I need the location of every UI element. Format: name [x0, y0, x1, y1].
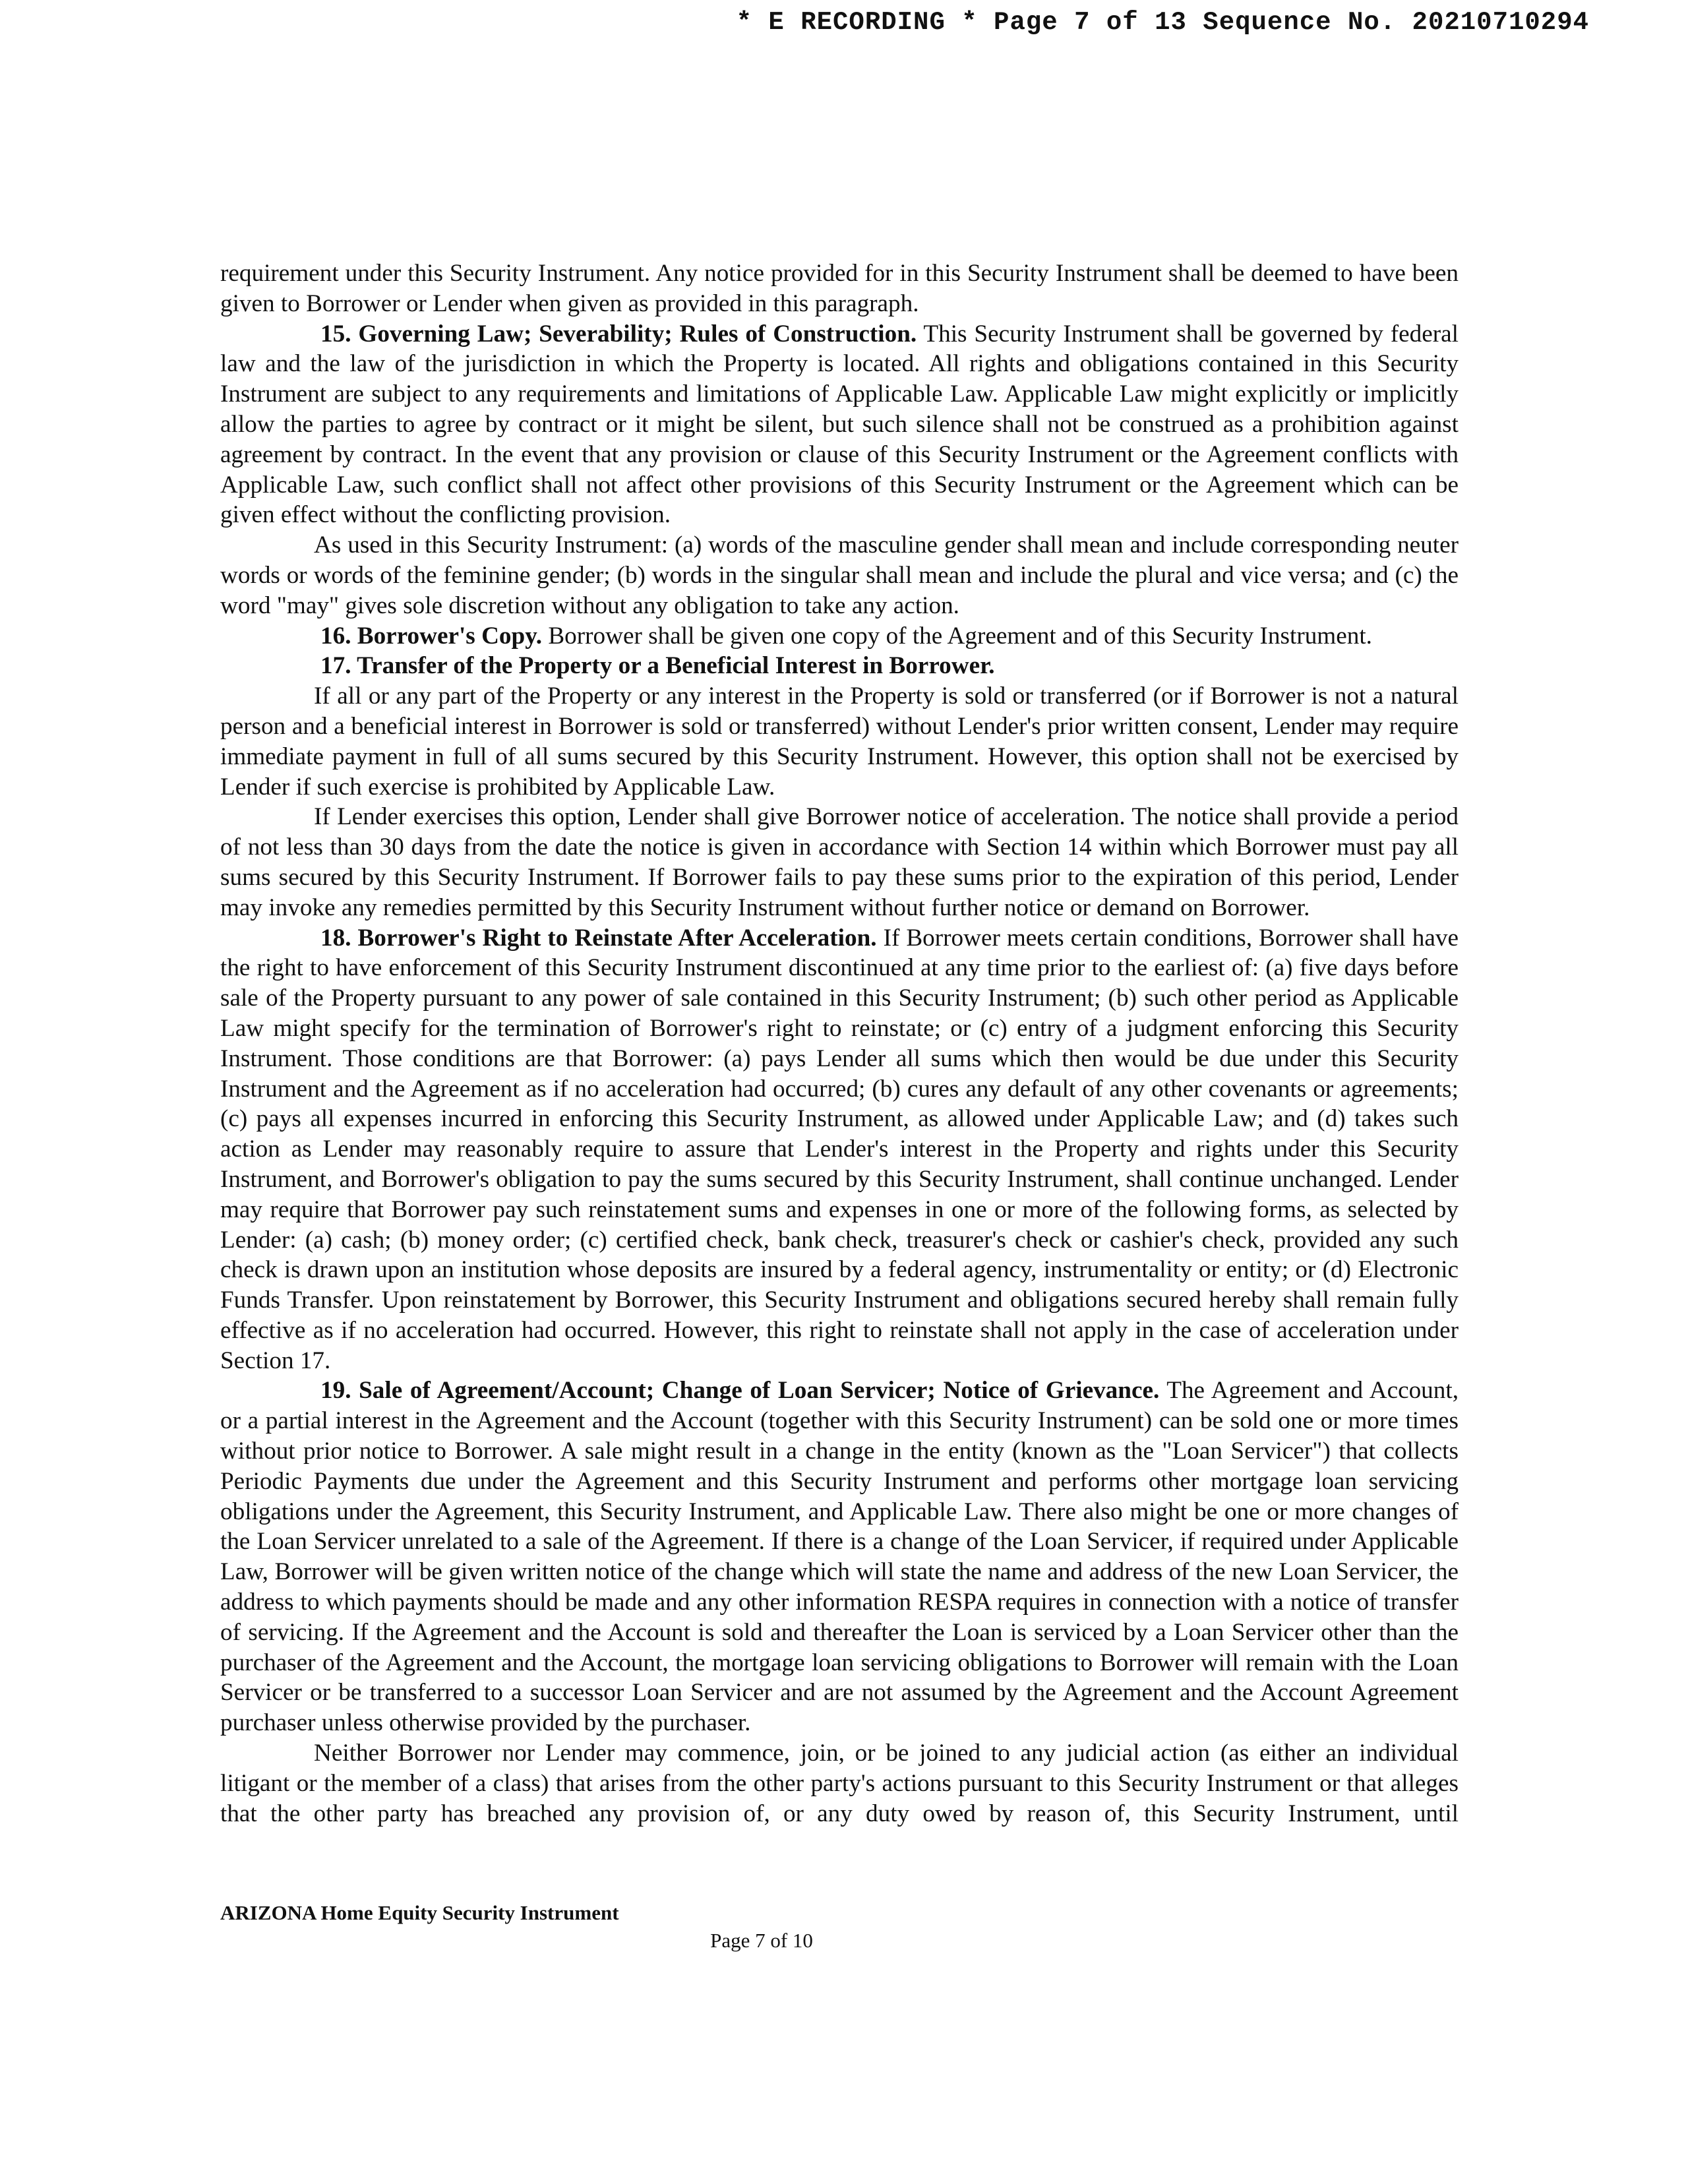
section-18-heading: 18. Borrower's Right to Reinstate After Acceleration.	[320, 924, 877, 952]
section-16-heading: 16. Borrower's Copy.	[320, 622, 543, 650]
section-19-paragraph-2: Neither Borrower nor Lender may commence, join, or be joined to any judicial action (as either an individual litigant or the member of a class) that arises from the other party's actions pursuant to this Security Instrument or that alleges that the other party has breached any provision of, or any duty owed by reason of, this Security Instrument, until	[220, 1740, 1459, 1827]
section-17-paragraph-2: If Lender exercises this option, Lender shall give Borrower notice of acceleration. The notice shall provide a period of not less than 30 days from the date the notice is given in accordance with Section 14 within which Borrower must pay all sums secured by this Security Instrument. If Borrower fails to pay these sums prior to the expiration of this period, Lender may invoke any remedies permitted by this Security Instrument without further notice or demand on Borrower.	[220, 803, 1459, 921]
section-18-paragraph	[220, 923, 1459, 1376]
section-19-paragraph	[220, 1376, 1459, 1738]
section-16-paragraph	[220, 621, 1459, 652]
section-19-heading: 19. Sale of Agreement/Account; Change of Loan Servicer; Notice of Grievance.	[320, 1377, 1160, 1405]
section-17-paragraph-1: If all or any part of the Property or any interest in the Property is sold or transferred (or if Borrower is not a natural person and a beneficial interest in Borrower is sold or transferred) without Lender's prior written consent, Lender may require immediate payment in full of all sums secured by this Security Instrument. However, this option shall not be exercised by Lender if such exercise is prohibited by Applicable Law.	[220, 682, 1459, 801]
section-15-text: This Security Instrument shall be governed by federal law and the law of the jurisdiction in which the Property is located. All rights and obligations contained in this Security Instrument are subject to any requirements and limitations of Applicable Law. Applicable Law might explicitly or implicitly allow the parties to agree by contract or it might be silent, but such silence shall not be construed as a prohibition against agreement by contract. In the event that any provision or clause of this Security Instrument or the Agreement conflicts with Applicable Law, such conflict shall not affect other provisions of this Security Instrument or the Agreement which can be given effect without the conflicting provision.	[220, 320, 1459, 529]
section-16-text: Borrower shall be given one copy of the Agreement and of this Security Instrument.	[548, 622, 1372, 650]
section-18-text: If Borrower meets certain conditions, Borrower shall have the right to have enforcement of this Security Instrument discontinued at any time prior to the earliest of: (a) five days before sale of the Property pursuant to any power of sale contained in this Security Instrument; (b) such other period as Applicable Law might specify for the termination of Borrower's right to reinstate; or (c) entry of a judgment enforcing this Security Instrument. Those conditions are that Borrower: (a) pays Lender all sums which then would be due under this Security Instrument and the Agreement as if no acceleration had occurred; (b) cures any default of any other covenants or agreements; (c) pays all expenses incurred in enforcing this Security Instrument, as allowed under Applicable Law; and (d) takes such action as Lender may reasonably require to assure that Lender's interest in the Property and rights under this Security Instrument, and Borrower's obligation to pay the sums secured by this Security Instrument, shall continue unchanged. Lender may require that Borrower pay such reinstatement sums and expenses in one or more of the following forms, as selected by Lender: (a) cash; (b) money order; (c) certified check, bank check, treasurer's check or cashier's check, provided any such check is drawn upon an institution whose deposits are insured by a federal agency, instrumentality or entity; or (d) Electronic Funds Transfer. Upon reinstatement by Borrower, this Security Instrument and obligations secured hereby shall remain fully effective as if no acceleration had occurred. However, this right to reinstate shall not apply in the case of acceleration under Section 17.	[220, 924, 1459, 1374]
section-15-paragraph	[220, 319, 1459, 531]
document-body	[220, 258, 1459, 1829]
section-19-text: The Agreement and Account, or a partial interest in the Agreement and the Account (together with this Security Instrument) can be sold one or more times without prior notice to Borrower. A sale might result in a change in the entity (known as the "Loan Servicer") that collects Periodic Payments due under the Agreement and this Security Instrument and performs other mortgage loan servicing obligations under the Agreement, this Security Instrument, and Applicable Law. There also might be one or more changes of the Loan Servicer unrelated to a sale of the Agreement. If there is a change of the Loan Servicer, if required under Applicable Law, Borrower will be given written notice of the change which will state the name and address of the new Loan Servicer, the address to which payments should be made and any other information RESPA requires in connection with a notice of transfer of servicing. If the Agreement and the Account is sold and thereafter the Loan is serviced by a Loan Servicer other than the purchaser of the Agreement and the Account, the mortgage loan servicing obligations to Borrower will remain with the Loan Servicer or be transferred to a successor Loan Servicer and are not assumed by the Agreement and the Account Agreement purchaser unless otherwise provided by the purchaser.	[220, 1377, 1459, 1737]
section-15-usage-paragraph: As used in this Security Instrument: (a) words of the masculine gender shall mean and include corresponding neuter words or words of the feminine gender; (b) words in the singular shall mean and include the plural and vice versa; and (c) the word "may" gives sole discretion without any obligation to take any action.	[220, 531, 1459, 619]
footer-form-title: ARIZONA Home Equity Security Instrument	[220, 1901, 619, 1924]
section-17-heading: 17. Transfer of the Property or a Beneficial Interest in Borrower.	[320, 652, 995, 680]
footer-page-number: Page 7 of 10	[710, 1929, 813, 1952]
section-17-heading-paragraph	[220, 651, 1459, 681]
paragraph-notice-continuation: requirement under this Security Instrument. Any notice provided for in this Security Instrument shall be deemed to have been given to Borrower or Lender when given as provided in this paragraph.	[220, 260, 1459, 317]
recording-header: * E RECORDING * Page 7 of 13 Sequence No. 20210710294	[736, 8, 1589, 37]
section-15-heading: 15. Governing Law; Severability; Rules of Construction.	[320, 320, 917, 348]
